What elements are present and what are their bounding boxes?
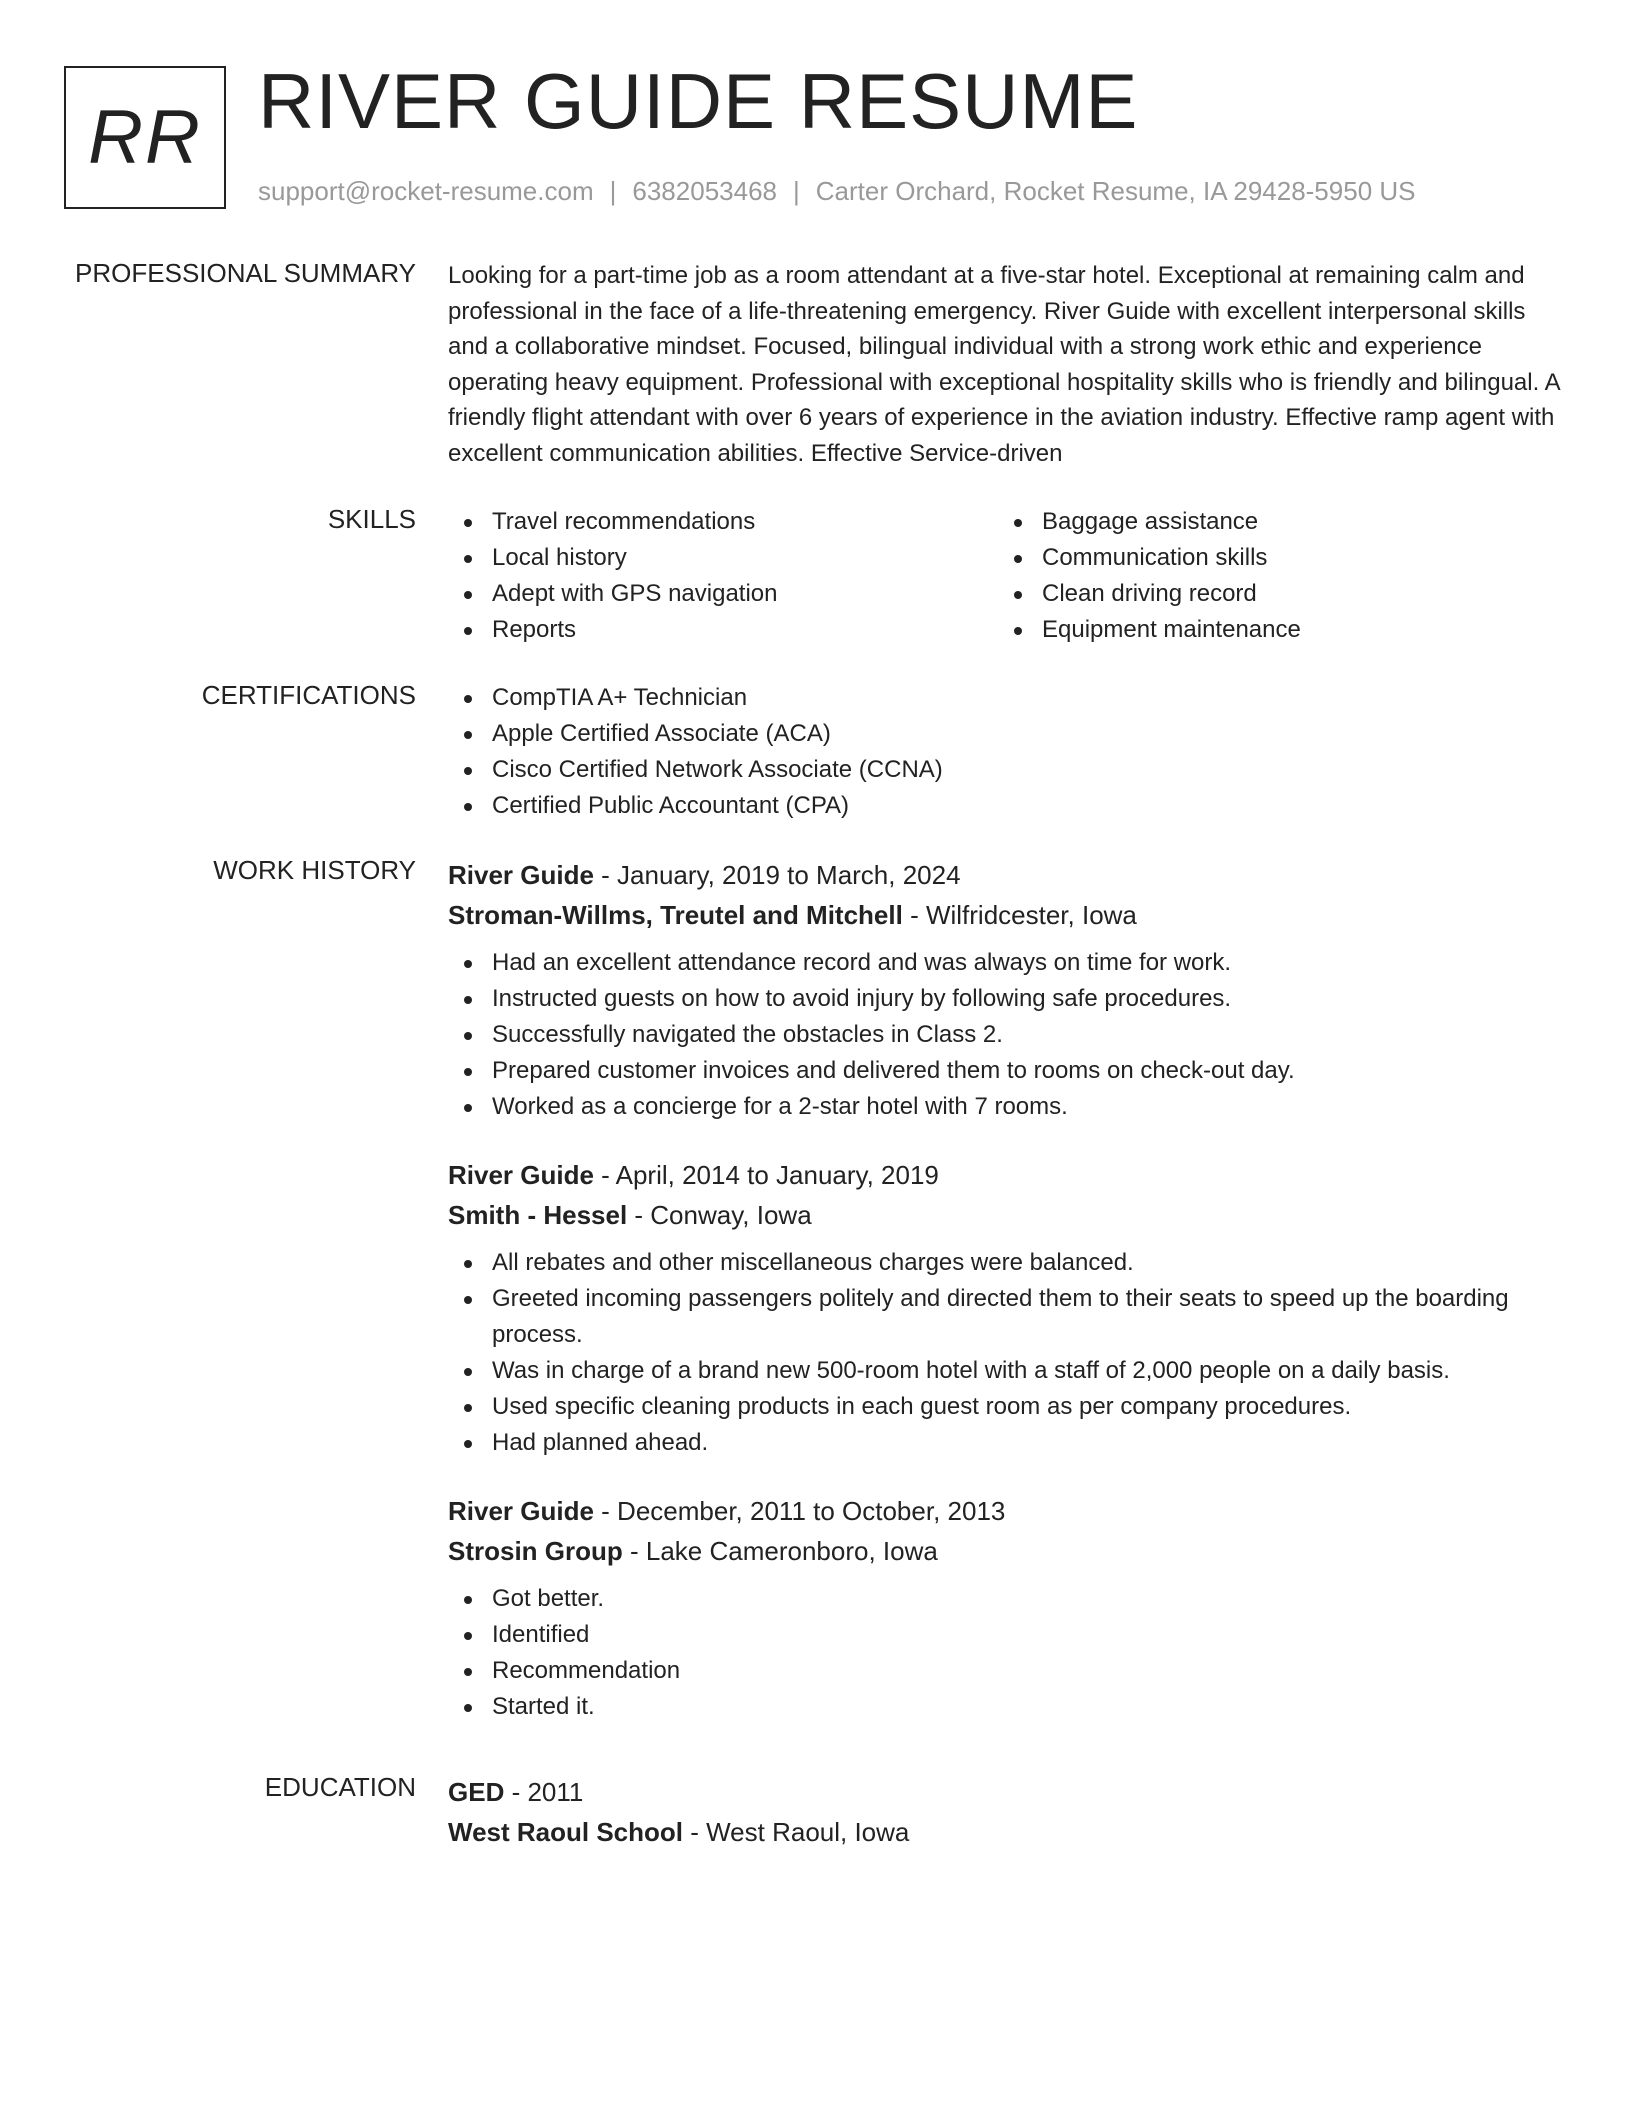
list-item: Reports <box>448 612 998 648</box>
job-duties <box>448 1581 1568 1725</box>
job-duties <box>448 945 1568 1125</box>
job-dates: - January, 2019 to March, 2024 <box>593 860 961 890</box>
job-title-line <box>448 1155 1568 1195</box>
job-title: River Guide <box>448 1160 594 1190</box>
education-location: - West Raoul, Iowa <box>683 1817 910 1847</box>
list-item: Successfully navigated the obstacles in Class 2. <box>448 1017 1568 1053</box>
list-item: Instructed guests on how to avoid injury by following safe procedures. <box>448 981 1568 1017</box>
job-dates: - April, 2014 to January, 2019 <box>593 1160 939 1190</box>
education-label: EDUCATION <box>264 1772 416 1802</box>
skills-list-left <box>448 504 998 648</box>
list-item: Greeted incoming passengers politely and directed them to their seats to speed up the boarding process. <box>448 1281 1568 1353</box>
job-company: Stroman-Willms, Treutel and Mitchell <box>448 900 903 930</box>
list-item: Baggage assistance <box>998 504 1548 540</box>
contact-email[interactable]: support@rocket-resume.com <box>258 176 594 206</box>
monogram-box <box>64 66 226 209</box>
summary-label: PROFESSIONAL SUMMARY <box>75 258 416 288</box>
job-duties <box>448 1245 1568 1461</box>
list-item: Local history <box>448 540 998 576</box>
list-item: All rebates and other miscellaneous charges were balanced. <box>448 1245 1568 1281</box>
job-company: Strosin Group <box>448 1536 623 1566</box>
contact-phone[interactable]: 6382053468 <box>632 176 777 206</box>
job-company-line <box>448 1531 1568 1571</box>
summary-text: Looking for a part-time job as a room attendant at a five-star hotel. Exceptional at remaining calm and professional in the face of a life-threatening emergency. River Guide with excellent interpersonal skills and a collaborative mindset. Focused, bilingual individual with a strong work ethic and experience operating heavy equipment. Professional with exceptional hospitality skills who is friendly and bilingual. A friendly flight attendant with over 6 years of experience in the aviation industry. Effective ramp agent with excellent communication abilities. Effective Service-driven <box>448 262 1560 467</box>
job-location: - Lake Cameronboro, Iowa <box>622 1536 938 1566</box>
list-item: Cisco Certified Network Associate (CCNA) <box>448 752 1568 788</box>
list-item: Got better. <box>448 1581 1568 1617</box>
education-school: West Raoul School <box>448 1817 683 1847</box>
work-history-label: WORK HISTORY <box>213 855 416 885</box>
job-entry <box>448 1155 1568 1461</box>
certifications-label: CERTIFICATIONS <box>201 680 416 710</box>
list-item: Certified Public Accountant (CPA) <box>448 788 1568 824</box>
list-item: Equipment maintenance <box>998 612 1548 648</box>
monogram-initials: RR <box>88 95 202 180</box>
list-item: CompTIA A+ Technician <box>448 680 1568 716</box>
job-company-line <box>448 1195 1568 1235</box>
list-item: Apple Certified Associate (ACA) <box>448 716 1568 752</box>
education-body <box>448 1772 1568 1852</box>
job-company-line <box>448 895 1568 935</box>
job-title: River Guide <box>448 860 594 890</box>
job-company: Smith - Hessel <box>448 1200 628 1230</box>
list-item: Identified <box>448 1617 1568 1653</box>
skills-list-right <box>998 504 1548 648</box>
list-item: Recommendation <box>448 1653 1568 1689</box>
skills-label: SKILLS <box>327 504 416 534</box>
contact-separator: | <box>609 176 617 206</box>
certifications-list <box>448 680 1568 824</box>
list-item: Prepared customer invoices and delivered them to rooms on check-out day. <box>448 1053 1568 1089</box>
job-location: - Wilfridcester, Iowa <box>902 900 1137 930</box>
job-entry <box>448 1491 1568 1725</box>
list-item: Travel recommendations <box>448 504 998 540</box>
education-degree: GED <box>448 1777 505 1807</box>
contact-line <box>258 176 1416 207</box>
skills-grid <box>448 504 1568 648</box>
list-item: Had an excellent attendance record and was always on time for work. <box>448 945 1568 981</box>
job-entry <box>448 855 1568 1125</box>
job-title: River Guide <box>448 1496 594 1526</box>
job-dates: - December, 2011 to October, 2013 <box>593 1496 1006 1526</box>
job-title-line <box>448 855 1568 895</box>
education-year: - 2011 <box>504 1777 584 1807</box>
list-item: Adept with GPS navigation <box>448 576 998 612</box>
list-item: Worked as a concierge for a 2-star hotel with 7 rooms. <box>448 1089 1568 1125</box>
contact-address: Carter Orchard, Rocket Resume, IA 29428-5950 US <box>815 176 1416 206</box>
list-item: Used specific cleaning products in each guest room as per company procedures. <box>448 1389 1568 1425</box>
job-location: - Conway, Iowa <box>627 1200 812 1230</box>
education-school-line <box>448 1812 1568 1852</box>
work-history-body <box>448 855 1568 1755</box>
certifications-body <box>448 680 1568 824</box>
education-degree-line <box>448 1772 1568 1812</box>
contact-separator: | <box>793 176 800 206</box>
list-item: Had planned ahead. <box>448 1425 1568 1461</box>
list-item: Clean driving record <box>998 576 1548 612</box>
list-item: Was in charge of a brand new 500-room hotel with a staff of 2,000 people on a daily basis. <box>448 1353 1568 1389</box>
job-title-line <box>448 1491 1568 1531</box>
resume-title: RIVER GUIDE RESUME <box>258 57 1139 145</box>
list-item: Communication skills <box>998 540 1548 576</box>
list-item: Started it. <box>448 1689 1568 1725</box>
